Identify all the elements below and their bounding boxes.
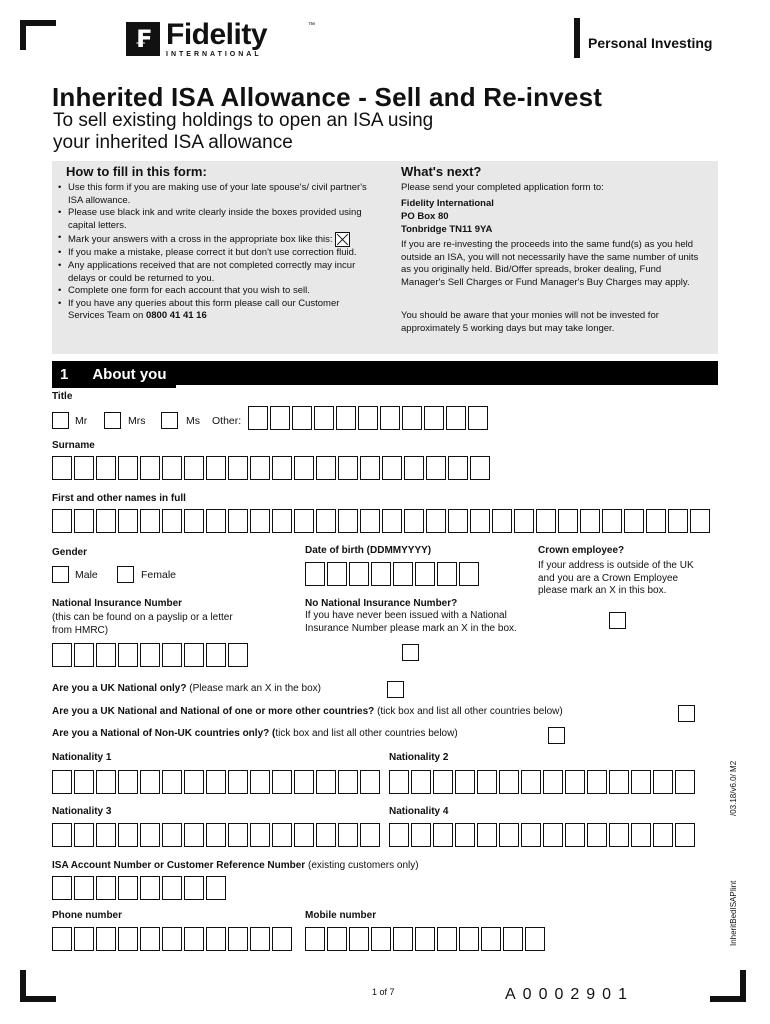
uk-and-other-question: Are you a UK National and National of one or more other countries? (tick box and list all other countries below) [52,706,563,717]
section-title: About you [92,366,167,383]
section-number: 1 [60,366,69,383]
no-ni-label: No National Insurance Number? [305,598,458,609]
nationality-2-label: Nationality 2 [389,752,449,763]
trademark: ™ [308,22,315,29]
list-item: • If you make a mistake, please correct it but don't use correction fluid. [68,247,368,260]
ni-number-help: (this can be found on a payslip or a letter from HMRC) [52,612,233,636]
section-header [52,361,176,388]
nationality-3-label: Nationality 3 [52,806,112,817]
fidelity-mark-icon: ₣ [126,22,160,56]
list-item: • Complete one form for each account that you wish to sell. [68,285,368,298]
list-item: • Please use black ink and write clearly inside the boxes provided using capital letters. [68,207,368,232]
address-line-1: Fidelity International [401,198,494,209]
nationality-3-field[interactable] [52,823,382,847]
nationality-2-field[interactable] [389,770,697,794]
crown-employee-help: If your address is outside of the UK and you are a Crown Employee please mark an X in this box. [538,560,694,596]
reference-code: A0002901 [505,986,634,1003]
uk-only-checkbox[interactable] [387,681,404,698]
version-code: /03.18/v6.0/ M2 [729,760,738,816]
ni-number-label: National Insurance Number [52,598,183,609]
isa-account-label: ISA Account Number or Customer Reference Number (existing customers only) [52,860,419,871]
list-item: • Any applications received that are not completed correctly may incur delays or could be returned to you. [68,260,368,285]
first-names-label: First and other names in full [52,493,186,504]
form-title: Inherited ISA Allowance - Sell and Re-invest [52,82,603,112]
section-label: Personal Investing [588,35,713,51]
gender-male-label: Male [75,569,98,581]
mobile-field[interactable] [305,927,547,951]
non-uk-checkbox[interactable] [548,727,565,744]
surname-field[interactable] [52,456,492,480]
send-to-text: Please send your completed application form to: [401,182,604,193]
crop-mark-bottom-right-h [710,996,746,1002]
customer-services-phone: 0800 41 41 16 [145,310,207,322]
crown-employee-label: Crown employee? [538,545,625,556]
gender-female-checkbox[interactable] [117,566,134,583]
no-ni-checkbox[interactable] [402,644,419,661]
nationality-1-label: Nationality 1 [52,752,112,763]
gender-female-label: Female [141,569,177,581]
title-label: Title [52,391,73,402]
title-mr-checkbox[interactable] [52,412,69,429]
page-number: 1 of 7 [372,987,395,997]
first-names-field[interactable] [52,509,712,533]
form-subtitle: To sell existing holdings to open an ISA using your inherited ISA allowance [53,110,434,153]
title-ms-label: Ms [186,415,200,427]
title-mr-label: Mr [75,415,88,427]
crop-mark-top-left-h [20,20,56,26]
title-mrs-label: Mrs [128,415,146,427]
list-item: • Use this form if you are making use of your late spouse's/ civil partner's ISA allowance. [68,182,368,207]
phone-label: Phone number [52,910,123,921]
how-to-list [56,182,368,323]
dob-field[interactable] [305,562,481,586]
whats-next-heading: What's next? [401,164,482,179]
address-line-3: Tonbridge TN11 9YA [401,224,493,235]
title-ms-checkbox[interactable] [161,412,178,429]
how-to-heading: How to fill in this form: [66,164,207,179]
uk-and-other-checkbox[interactable] [678,705,695,722]
example-cross-icon [335,232,350,247]
ni-number-field[interactable] [52,643,250,667]
title-mrs-checkbox[interactable] [104,412,121,429]
gender-male-checkbox[interactable] [52,566,69,583]
crown-employee-checkbox[interactable] [609,612,626,629]
uk-only-question: Are you a UK National only? (Please mark an X in the box) [52,683,321,694]
phone-field[interactable] [52,927,294,951]
list-item: • If you have any queries about this form please call our Customer Services Team on 0800 41 41 16 [68,298,368,323]
isa-account-field[interactable] [52,876,228,900]
fidelity-logo [126,18,315,58]
gender-label: Gender [52,547,88,558]
surname-label: Surname [52,440,95,451]
instructions-panel [52,161,718,354]
brand-sub: INTERNATIONAL [166,51,262,58]
title-other-label: Other: [212,415,242,427]
crop-mark-bottom-left-h [20,996,56,1002]
form-code: InheritBedISAPIint [729,880,738,946]
list-item: • Mark your answers with a cross in the appropriate box like this: [68,232,368,247]
non-uk-question: Are you a National of Non-UK countries only? (tick box and list all other countries below) [52,728,458,739]
reinvest-note: If you are re-investing the proceeds into the same fund(s) as you held outside an ISA, you will not necessarily have the same number of units as you originally held. Bid/Offer spreads, broker dealing, Fund Manager's Sell Charges or Fund Manager's Buy Charges may apply. [401,239,699,288]
brand-name: Fidelity [166,18,268,51]
no-ni-help: If you have never been issued with a National Insurance Number please mark an X in the box. [305,610,517,634]
mobile-label: Mobile number [305,910,377,921]
nationality-1-field[interactable] [52,770,382,794]
timing-note: You should be aware that your monies will not be invested for approximately 5 working days but may take longer. [401,310,659,334]
address-line-2: PO Box 80 [401,211,449,222]
header-divider [574,18,580,58]
dob-label: Date of birth (DDMMYYYY) [305,545,432,556]
title-other-field[interactable] [248,406,490,430]
nationality-4-label: Nationality 4 [389,806,449,817]
nationality-4-field[interactable] [389,823,697,847]
